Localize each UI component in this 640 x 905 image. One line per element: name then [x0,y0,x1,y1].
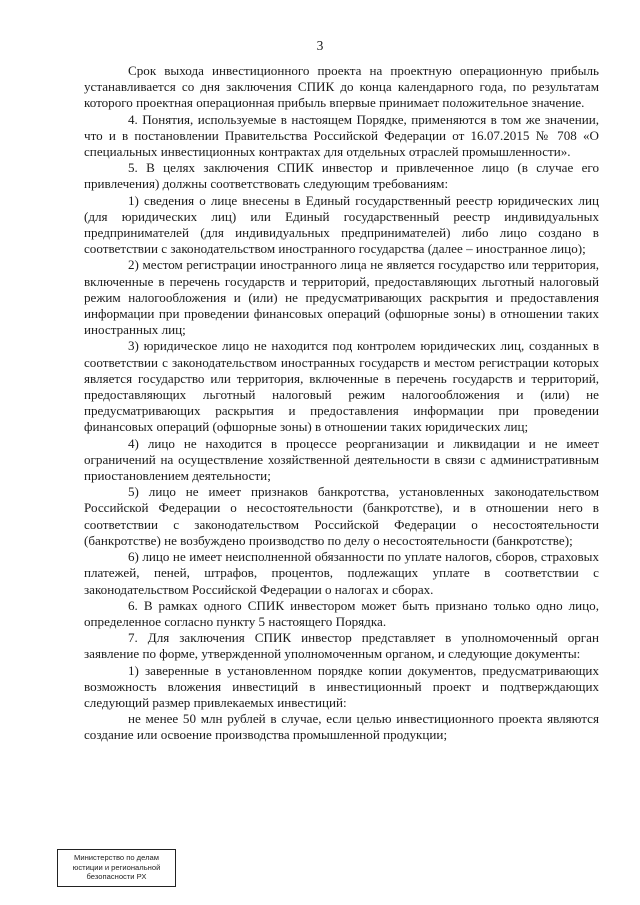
paragraph-project-payback: Срок выхода инвестиционного проекта на проектную операционную прибыль устанавливается со дня заключения СПИК до конца календарного года, по результатам которого проектная операционная прибыль впервые принимает положительное значение. [84,63,599,111]
page-number: 3 [316,38,324,53]
requirement-2-offshore-registration: 2) местом регистрации иностранного лица не является государство или территория, включенные в перечень государств и территорий, предоставляющих льготный налоговый режим налогообложения и (или) не предусматривающих раскрытия и предоставления информации при проведении финансовых операций (офшорные зоны) в отношении таких иностранных лиц; [84,257,599,338]
requirement-6-taxes: 6) лицо не имеет неисполненной обязанности по уплате налогов, сборов, страховых платежей, пеней, штрафов, процентов, подлежащих уплате в соответствии с законодательством Российской Федерации о налогах и сборах. [84,549,599,597]
paragraph-5-requirements: 5. В целях заключения СПИК инвестор и привлеченное лицо (в случае его привлечения) должны соответствовать следующим требованиям: [84,160,599,192]
document-body [84,63,599,744]
stamp-line: Министерство по делам [74,853,159,862]
paragraph-6-single-investor: 6. В рамках одного СПИК инвестором может быть признано только одно лицо, определенное согласно пункту 5 настоящего Порядка. [84,597,599,629]
requirement-4-reorganization: 4) лицо не находится в процессе реорганизации и ликвидации и не имеет ограничений на осуществление хозяйственной деятельности в связи с административным приостановлением деятельности; [84,435,599,484]
paragraph-7-application: 7. Для заключения СПИК инвестор представляет в уполномоченный орган заявление по форме, утвержденной уполномоченным органом, и следующие документы: [84,630,599,662]
document-1-copies: 1) заверенные в установленном порядке копии документов, предусматривающих возможность вложения инвестиций в инвестиционный проект и подтверждающих следующий размер привлекаемых инвестиций: [84,662,599,710]
stamp-line: юстиции и региональной [72,862,161,872]
stamp-line: безопасности РХ [86,872,147,882]
requirement-5-bankruptcy: 5) лицо не имеет признаков банкротства, установленных законодательством Российской Федерации о несостоятельности (банкротстве), и в отношении него в соответствии с законодательством Российской Федерации о несостоятельности (банкротстве) не возбуждено производство по делу о несостоятельности (банкротстве); [84,484,599,548]
paragraph-4-definitions: 4. Понятия, используемые в настоящем Порядке, применяются в том же значении, что и в постановлении Правительства Российской Федерации от 16.07.2015 № 708 «О специальных инвестиционных контрактах для отдельных отраслей промышленности». [84,111,599,160]
requirement-3-foreign-control: 3) юридическое лицо не находится под контролем юридических лиц, созданных в соответствии с законодательством иностранных государств и местом регистрации которых является государство или территория, включенные в перечень государств и территорий, предоставляющих льготный налоговый режим налогообложения и (или) не предусматривающих раскрытия и предоставления информации при проведении финансовых операций (офшорные зоны) в отношении таких юридических лиц; [84,338,599,435]
requirement-1-registry: 1) сведения о лице внесены в Единый государственный реестр юридических лиц (для юридических лиц) или Единый государственный реестр индивидуальных предпринимателей (для индивидуальных предпринимателей) либо лицо создано в соответствии с законодательством иностранного государства (далее – иностранное лицо); [84,192,599,257]
ministry-stamp [57,849,176,887]
investment-threshold: не менее 50 млн рублей в случае, если целью инвестиционного проекта являются создание или освоение производства промышленной продукции; [84,711,599,743]
